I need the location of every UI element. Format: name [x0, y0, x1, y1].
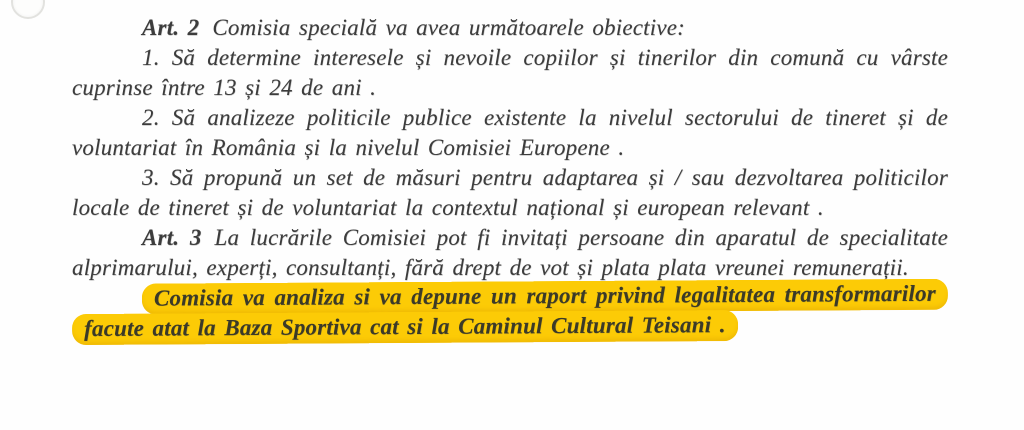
- paragraph-objective-3: [72, 163, 948, 223]
- punch-hole-mark: [11, 0, 45, 19]
- paragraph-text: Comisia specială va avea următoarele obiective:: [212, 15, 686, 40]
- paragraph-objective-1: [72, 43, 948, 103]
- paragraph-text: La lucrările Comisiei pot fi invitați persoane din aparatul de specialitate alprimarului, experți, consultanți, fără drept de vot și plata plata vreunei remunerații.: [72, 225, 948, 280]
- article-2-label: Art. 2: [142, 15, 200, 40]
- highlighted-text: Comisia va analiza si va depune un raport privind legalitatea transformarilor facute atat la Baza Sportiva cat si la Caminul Cultural Teisani .: [72, 279, 948, 345]
- paragraph-text: 3. Să propună un set de măsuri pentru adaptarea și / sau dezvoltarea politicilor locale de tineret și de voluntariat la contextul național și european relevant .: [72, 165, 948, 220]
- document-body: [72, 13, 948, 343]
- paragraph-text: 1. Să determine interesele și nevoile copiilor și tinerilor din comună cu vârste cuprinse între 13 și 24 de ani .: [72, 45, 948, 100]
- paragraph-highlighted-note: [72, 279, 948, 344]
- article-3-label: Art. 3: [142, 225, 202, 250]
- paragraph-text: 2. Să analizeze politicile publice existente la nivelul sectorului de tineret și de voluntariat în România și la nivelul Comisiei Europene .: [72, 105, 948, 160]
- paragraph-art3: [72, 223, 948, 283]
- paragraph-objective-2: [72, 103, 948, 163]
- paragraph-art2-heading: [72, 13, 948, 43]
